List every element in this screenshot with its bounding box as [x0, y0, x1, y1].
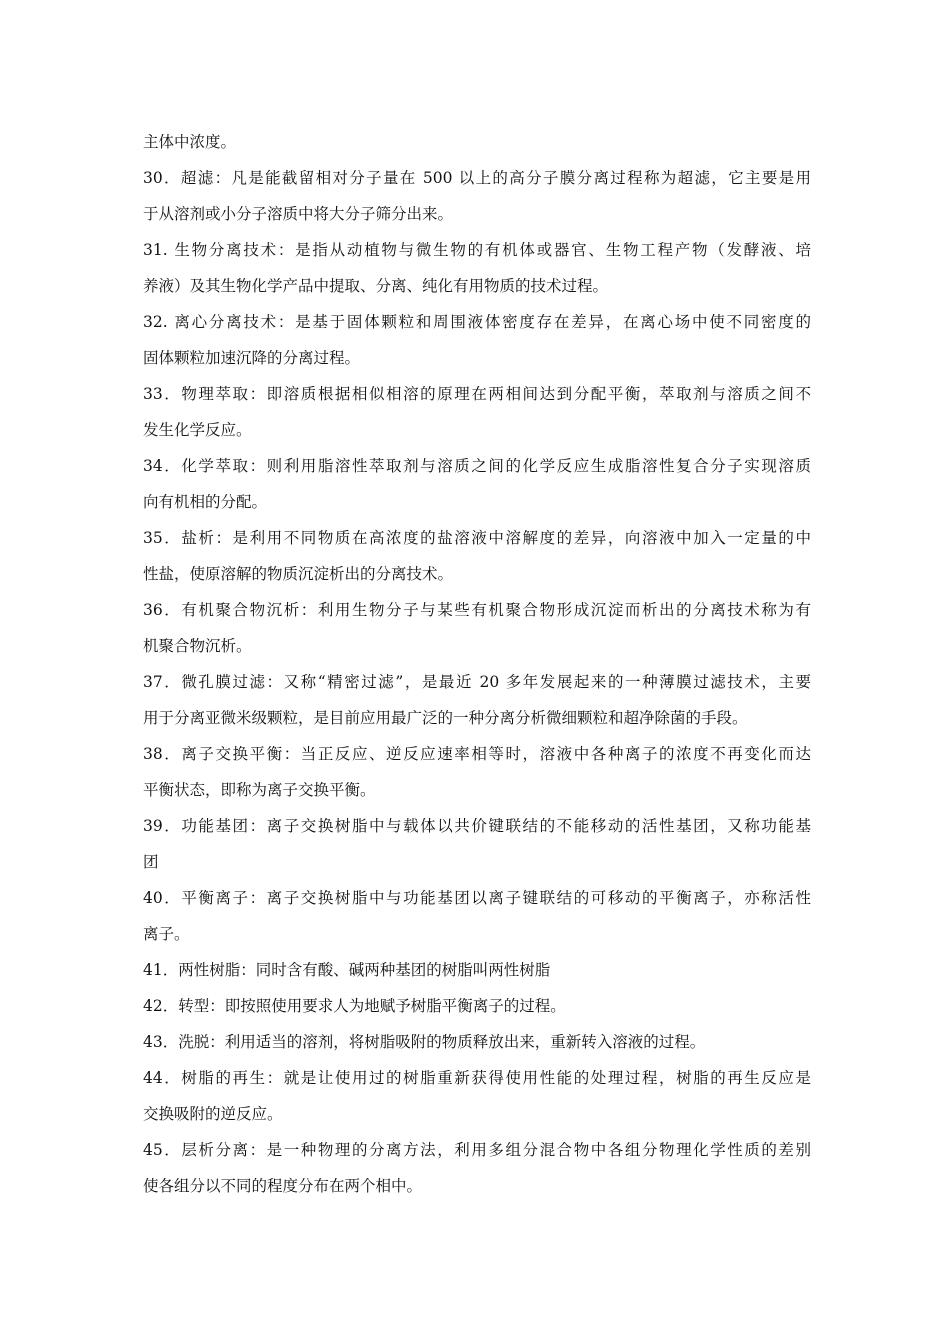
definition-paragraph	[143, 1132, 811, 1204]
text-line: 固体颗粒加速沉降的分离过程。	[143, 349, 361, 367]
text-line: 主体中浓度。	[143, 133, 237, 151]
text-line: 性盐，使原溶解的物质沉淀析出的分离技术。	[143, 565, 454, 583]
definition-paragraph	[143, 988, 811, 1024]
text-line: 养液）及其生物化学产品中提取、分离、纯化有用物质的技术过程。	[143, 277, 609, 295]
text-line: 43．洗脱：利用适当的溶剂，将树脂吸附的物质释放出来，重新转入溶液的过程。	[143, 1033, 706, 1051]
text-line: 39．功能基团：离子交换树脂中与载体以共价键联结的不能移动的活性基团，又称功能基	[143, 817, 811, 835]
text-line: 35．盐析：是利用不同物质在高浓度的盐溶液中溶解度的差异，向溶液中加入一定量的中	[143, 529, 811, 547]
text-line: 37．微孔膜过滤：又称“精密过滤”，是最近 20 多年发展起来的一种薄膜过滤技术，主要	[143, 673, 811, 691]
text-line: 团	[143, 853, 159, 871]
text-line: 于从溶剂或小分子溶质中将大分子筛分出来。	[143, 205, 454, 223]
text-line: 发生化学反应。	[143, 421, 252, 439]
text-line: 30．超滤：凡是能截留相对分子量在 500 以上的高分子膜分离过程称为超滤，它主要是用	[143, 169, 811, 187]
definition-paragraph	[143, 592, 811, 664]
text-line: 32. 离心分离技术：是基于固体颗粒和周围液体密度存在差异，在离心场中使不同密度的	[143, 313, 811, 331]
definition-paragraph	[143, 304, 811, 376]
text-line: 使各组分以不同的程度分布在两个相中。	[143, 1177, 423, 1195]
definition-paragraph	[143, 520, 811, 592]
definition-paragraph	[143, 124, 811, 160]
definition-paragraph	[143, 232, 811, 304]
definition-paragraph	[143, 808, 811, 880]
definition-paragraph	[143, 664, 811, 736]
text-line: 34．化学萃取：则利用脂溶性萃取剂与溶质之间的化学反应生成脂溶性复合分子实现溶质	[143, 457, 811, 475]
definition-paragraph	[143, 160, 811, 232]
definition-paragraph	[143, 1060, 811, 1132]
text-line: 31. 生物分离技术：是指从动植物与微生物的有机体或器官、生物工程产物（发酵液、培	[143, 241, 811, 259]
text-line: 42．转型：即按照使用要求人为地赋予树脂平衡离子的过程。	[143, 997, 566, 1015]
text-line: 用于分离亚微米级颗粒，是目前应用最广泛的一种分离分析微细颗粒和超净除菌的手段。	[143, 709, 748, 727]
document-body	[143, 124, 811, 1204]
text-line: 36．有机聚合物沉析：利用生物分子与某些有机聚合物形成沉淀而析出的分离技术称为有	[143, 601, 811, 619]
text-line: 向有机相的分配。	[143, 493, 268, 511]
text-line: 交换吸附的逆反应。	[143, 1105, 283, 1123]
text-line: 离子。	[143, 925, 190, 943]
definition-paragraph	[143, 376, 811, 448]
text-line: 38．离子交换平衡：当正反应、逆反应速率相等时，溶液中各种离子的浓度不再变化而达	[143, 745, 811, 763]
definition-paragraph	[143, 736, 811, 808]
definition-paragraph	[143, 880, 811, 952]
text-line: 45．层析分离：是一种物理的分离方法，利用多组分混合物中各组分物理化学性质的差别	[143, 1141, 811, 1159]
text-line: 机聚合物沉析。	[143, 637, 252, 655]
text-line: 41．两性树脂：同时含有酸、碱两种基团的树脂叫两性树脂	[143, 961, 551, 979]
text-line: 40．平衡离子：离子交换树脂中与功能基团以离子键联结的可移动的平衡离子，亦称活性	[143, 889, 811, 907]
text-line: 44．树脂的再生：就是让使用过的树脂重新获得使用性能的处理过程，树脂的再生反应是	[143, 1069, 811, 1087]
definition-paragraph	[143, 448, 811, 520]
definition-paragraph	[143, 952, 811, 988]
text-line: 平衡状态，即称为离子交换平衡。	[143, 781, 376, 799]
definition-paragraph	[143, 1024, 811, 1060]
text-line: 33．物理萃取：即溶质根据相似相溶的原理在两相间达到分配平衡，萃取剂与溶质之间不	[143, 385, 811, 403]
